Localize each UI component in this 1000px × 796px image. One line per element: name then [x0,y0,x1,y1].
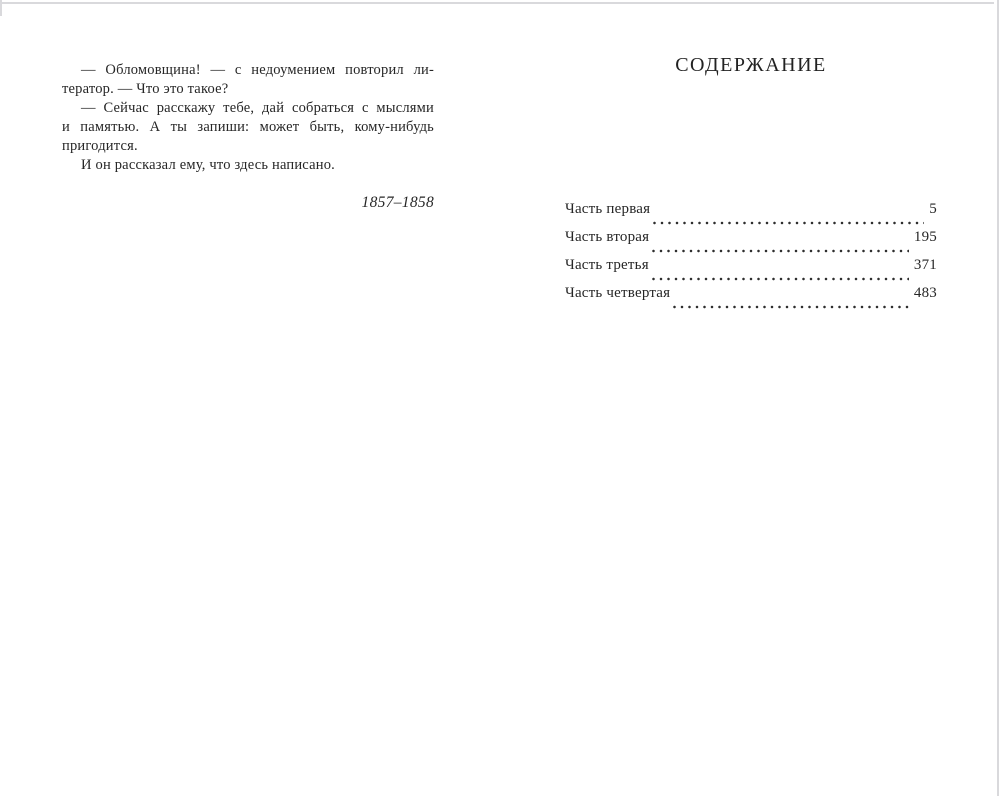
toc-entry-title: Часть вторая [565,229,650,245]
toc-entry-page-number: 371 [913,257,937,273]
page-scan-top-edge [0,2,994,4]
dot-leader [653,221,924,225]
toc-heading: СОДЕРЖАНИЕ [675,54,827,76]
dot-leader [652,249,909,253]
novel-closing-text [62,61,434,175]
toc-entry-page-number: 195 [913,229,937,245]
dot-leader [652,277,909,281]
toc-row [565,285,937,313]
toc-entry-title: Часть четвертая [565,285,671,301]
toc-entry-title: Часть первая [565,201,651,217]
page-scan-left-edge [0,0,2,16]
toc-row [565,257,937,285]
composition-date-range: 1857–1858 [361,194,434,211]
text-line: пригодится. [62,138,138,154]
toc-row [565,229,937,257]
toc-entry-page-number: 5 [929,201,937,217]
text-line: И он рассказал ему, что здесь написано. [81,157,335,173]
text-line: — Сейчас расскажу тебе, дай собраться с мыслями [81,100,434,116]
toc-row [565,201,937,229]
toc-entry-title: Часть третья [565,257,649,273]
toc-entry-page-number: 483 [913,285,937,301]
text-line: тератор. — Что это такое? [62,81,229,97]
text-line: и памятью. А ты запиши: может быть, кому-нибудь [62,119,434,135]
text-line: — Обломовщина! — с недоумением повторил ли- [81,62,434,78]
table-of-contents [565,201,937,313]
dot-leader [673,305,909,309]
page-scan-right-edge [997,0,999,796]
